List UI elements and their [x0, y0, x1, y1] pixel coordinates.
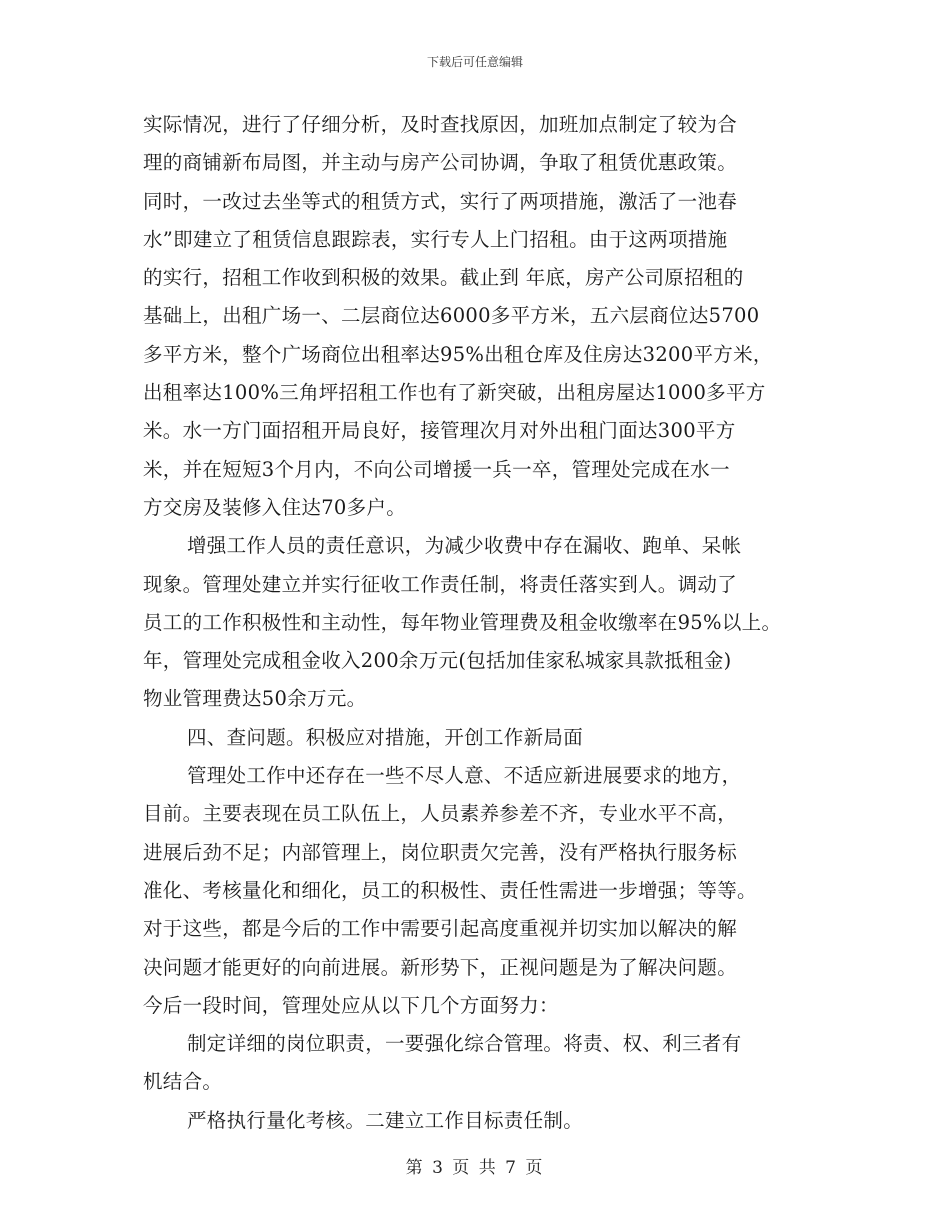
- text-line: 物业管理费达50余万元。: [143, 687, 367, 711]
- section-heading: 四、查问题。积极应对措施，开创工作新局面: [187, 725, 584, 749]
- page-header: 下载后可任意编辑: [426, 55, 523, 69]
- text-line: 现象。管理处建立并实行征收工作责任制，将责任落实到人。调动了: [143, 572, 738, 596]
- text-line: 理的商铺新布局图，并主动与房产公司协调，争取了租赁优惠政策。: [143, 151, 738, 175]
- text-line: 进展后劲不足；内部管理上，岗位职责欠完善，没有严格执行服务标: [143, 840, 738, 864]
- document-body: [143, 106, 823, 1140]
- page-number-footer: 第 3 页 共 7 页: [405, 1158, 545, 1178]
- text-line: 准化、考核量化和细化，员工的积极性、责任性需进一步增强；等等。: [143, 878, 757, 902]
- text-line: 年，管理处完成租金收入200余万元(包括加佳家私城家具款抵租金): [143, 649, 732, 673]
- text-line: 同时，一改过去坐等式的租赁方式，实行了两项措施，激活了一池春: [143, 189, 738, 213]
- text-line: 今后一段时间，管理处应从以下几个方面努力：: [143, 993, 559, 1017]
- paragraph-start-line: 增强工作人员的责任意识，为减少收费中存在漏收、跑单、呆帐: [187, 534, 742, 558]
- text-line: 米。水一方门面招租开局良好，接管理次月对外出租门面达300平方: [143, 419, 736, 443]
- paragraph-start-line: 管理处工作中还存在一些不尽人意、不适应新进展要求的地方，: [187, 764, 742, 788]
- text-line: 的实行，招租工作收到积极的效果。截止到 年底，房产公司原招租的: [143, 266, 744, 290]
- text-line: 水”即建立了租赁信息跟踪表，实行专人上门招租。由于这两项措施: [143, 227, 728, 251]
- text-line: 方交房及装修入住达70多户。: [143, 495, 407, 519]
- text-line: 多平方米，整个广场商位出租率达95%出租仓库及住房达3200平方米，: [143, 342, 773, 366]
- text-line: 基础上，出租广场一、二层商位达6000多平方米，五六层商位达5700: [143, 304, 760, 328]
- text-line: 对于这些，都是今后的工作中需要引起高度重视并切实加以解决的解: [143, 917, 738, 941]
- paragraph-start-line: 严格执行量化考核。二建立工作目标责任制。: [187, 1108, 584, 1132]
- text-line: 实际情况，进行了仔细分析，及时查找原因，加班加点制定了较为合: [143, 113, 738, 136]
- text-line: 米，并在短短3个月内，不向公司增援一兵一卒，管理处完成在水一: [143, 457, 730, 481]
- text-line: 决问题才能更好的向前进展。新形势下，正视问题是为了解决问题。: [143, 955, 738, 979]
- paragraph-start-line: 制定详细的岗位职责，一要强化综合管理。将责、权、利三者有: [187, 1032, 742, 1056]
- text-line: 目前。主要表现在员工队伍上，人员素养参差不齐，专业水平不高，: [143, 802, 738, 826]
- text-line: 出租率达100%三角坪招租工作也有了新突破，出租房屋达1000多平方: [143, 381, 766, 405]
- text-line: 机结合。: [143, 1070, 223, 1094]
- text-line: 员工的工作积极性和主动性，每年物业管理费及租金收缴率在95%以上。: [143, 610, 782, 634]
